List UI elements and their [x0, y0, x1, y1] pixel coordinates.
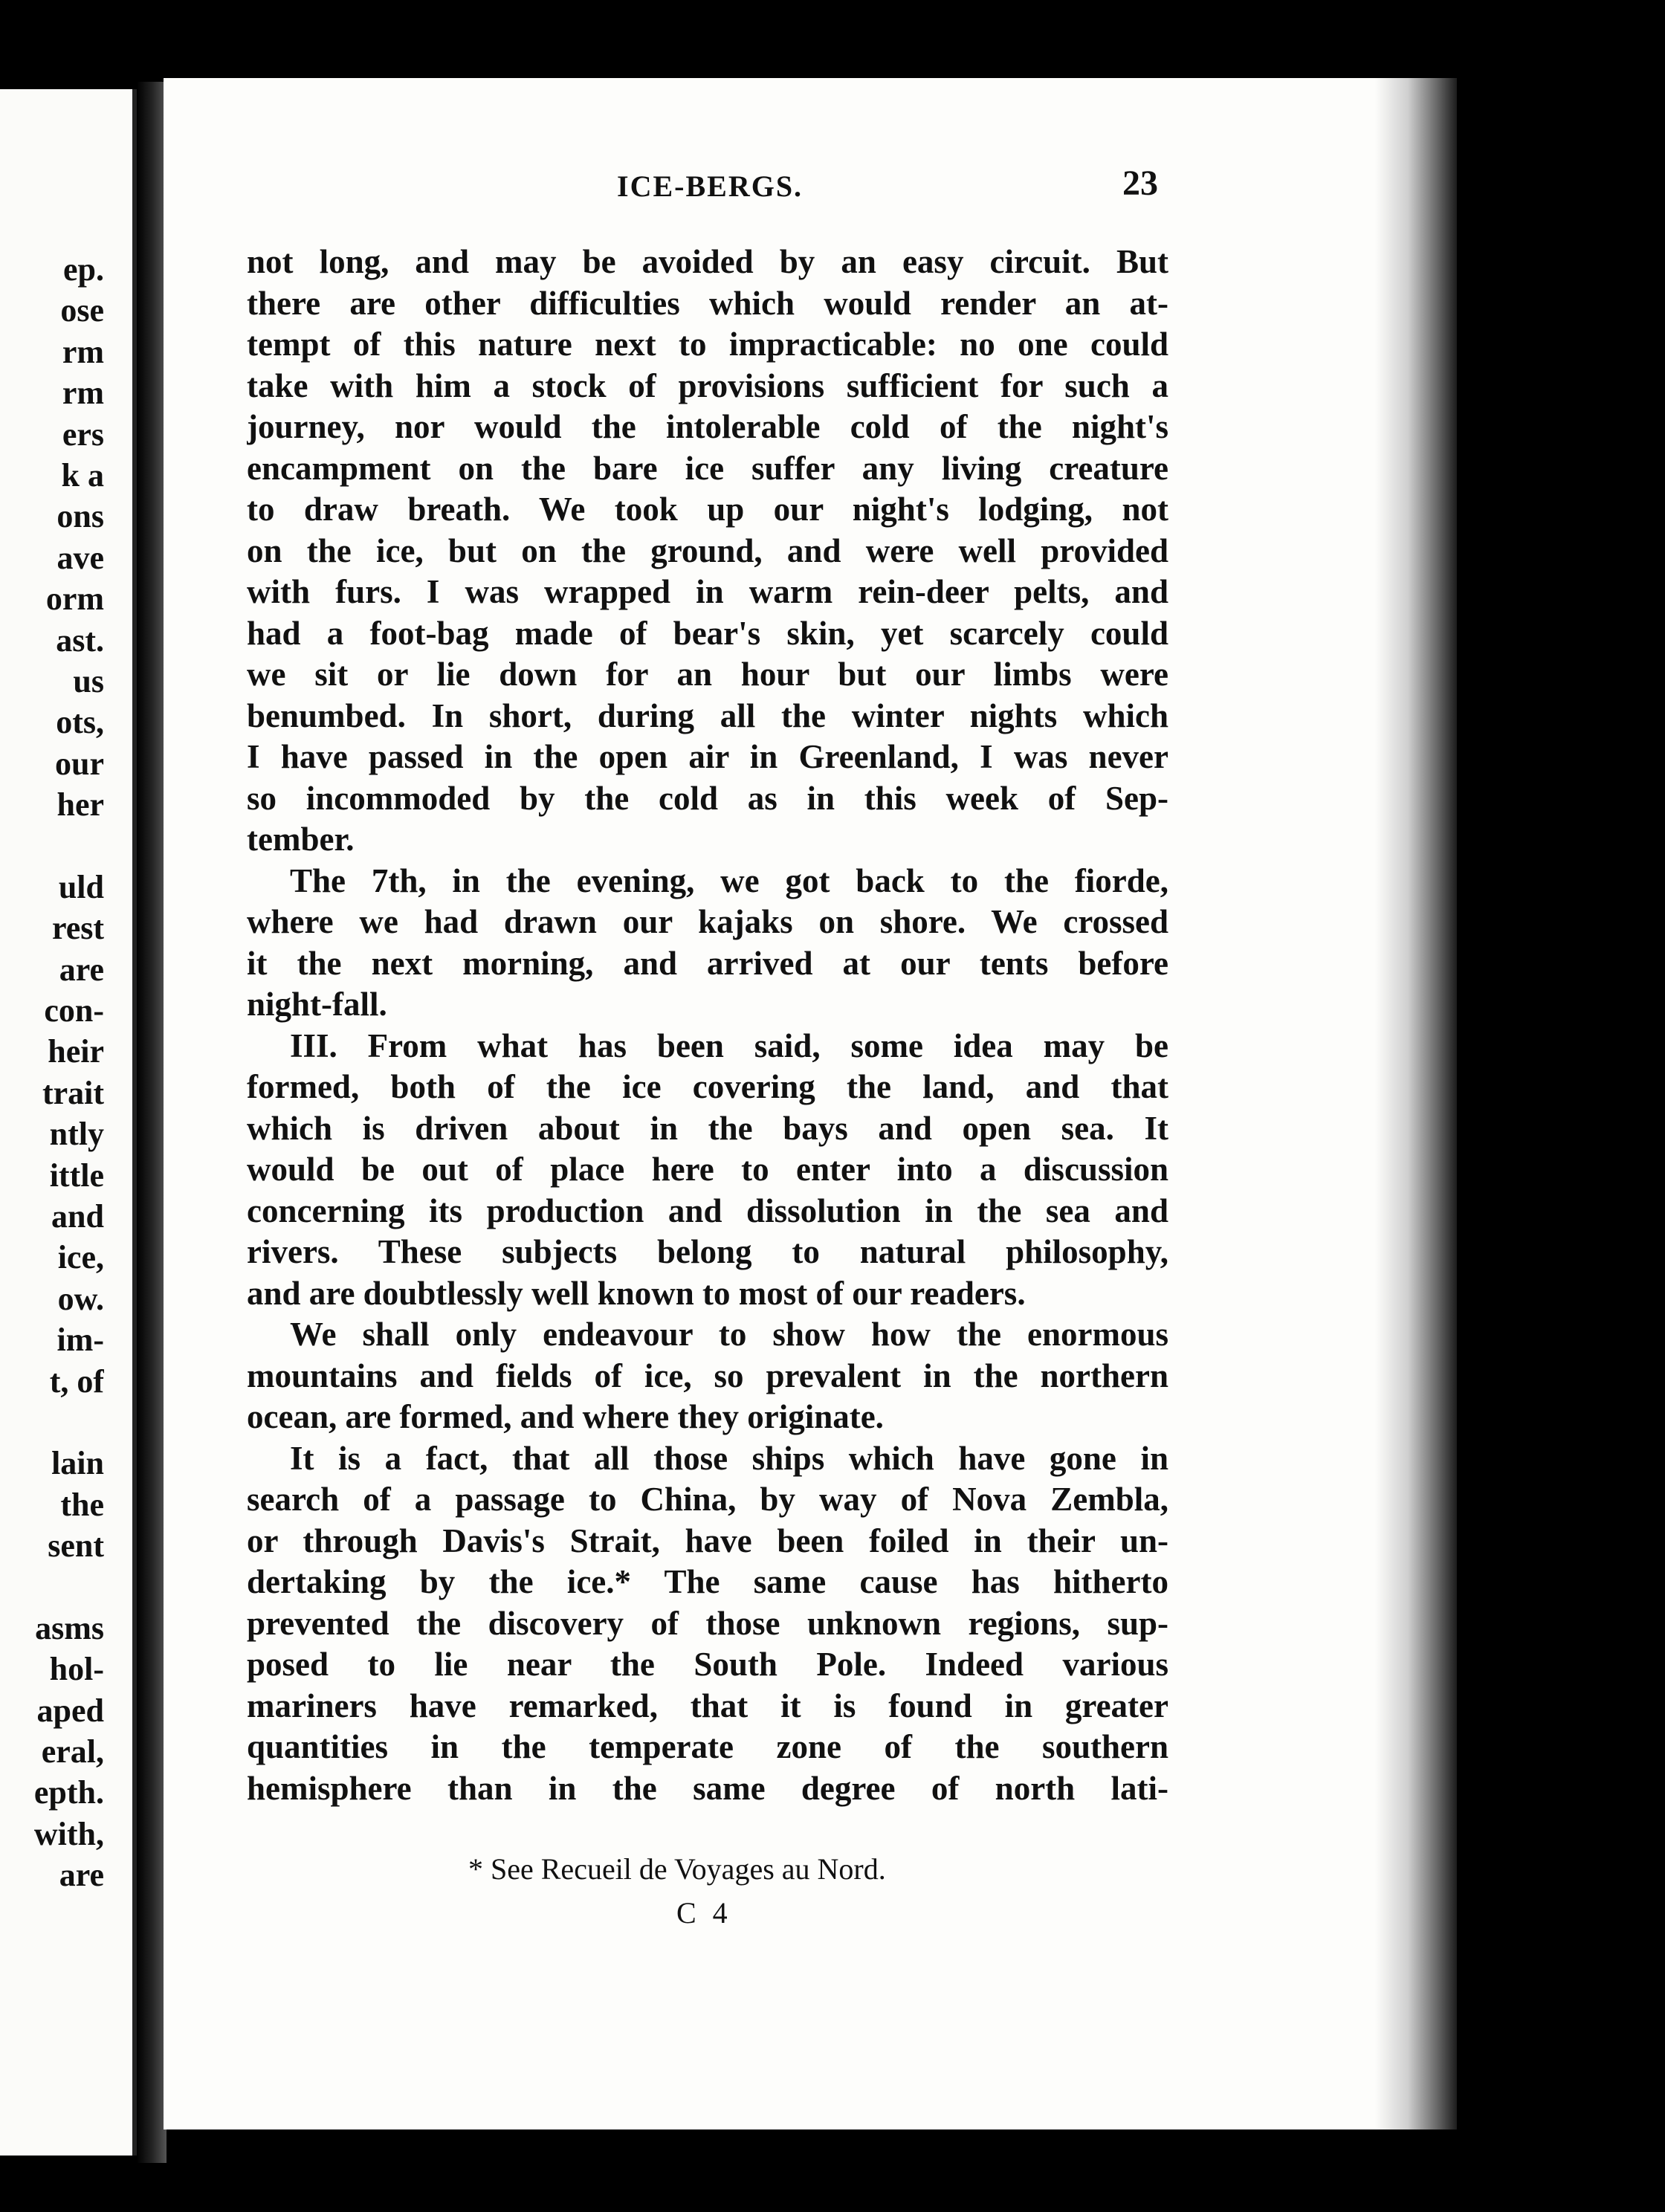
left-page-line: k a [61, 456, 104, 494]
signature-mark: C 4 [676, 1896, 732, 1930]
text-line: quantities in the temperate zone of the southern [247, 1728, 1168, 1765]
book-page [164, 78, 1420, 2129]
text-line: night-fall. [247, 986, 387, 1023]
text-line: which is driven about in the bays and open sea. It [247, 1109, 1168, 1147]
left-page-line: con- [44, 992, 104, 1029]
text-line: mariners have remarked, that it is found in greater [247, 1687, 1168, 1724]
text-line: where we had drawn our kajaks on shore. We crossed [247, 903, 1168, 940]
text-line: not long, and may be avoided by an easy circuit. But [247, 243, 1168, 280]
left-page-line: ow. [57, 1280, 104, 1317]
left-page-line [0, 1567, 104, 1608]
text-line: so incommoded by the cold as in this week of Sep- [247, 779, 1168, 817]
left-page-line: sent [48, 1527, 104, 1565]
left-page-line: with, [33, 1815, 104, 1852]
book-gutter [137, 82, 166, 2163]
left-page-line: ittle [49, 1157, 104, 1194]
text-line: encampment on the bare ice suffer any living creature [247, 449, 1168, 487]
text-line: search of a passage to China, by way of Nova Zembla, [247, 1481, 1168, 1518]
left-page-line: hol- [49, 1651, 104, 1688]
page-number: 23 [1122, 164, 1158, 203]
left-page-line [0, 1402, 104, 1443]
text-line: benumbed. In short, during all the winter nights which [247, 696, 1168, 734]
text-line: I have passed in the open air in Greenland, I was never [247, 738, 1168, 775]
left-page-line: trait [42, 1074, 104, 1111]
text-line: It is a fact, that all those ships which have gone in [290, 1439, 1168, 1477]
left-page-line: rm [62, 333, 104, 370]
left-page-line: ice, [57, 1239, 104, 1276]
text-line: with furs. I was wrapped in warm rein-deer pelts, and [247, 573, 1168, 610]
text-line: tember. [247, 821, 355, 858]
text-line: take with him a stock of provisions sufficient for such a [247, 366, 1168, 404]
text-line: mountains and fields of ice, so prevalent in the northern [247, 1356, 1168, 1394]
left-facing-page [0, 89, 137, 2156]
left-page-line: are [59, 1857, 104, 1894]
text-line: had a foot-bag made of bear's skin, yet scarcely could [247, 614, 1168, 652]
left-page-line: us [73, 662, 104, 699]
text-line: tempt of this nature next to impracticable: no one could [247, 326, 1168, 363]
left-page-line: asms [35, 1609, 104, 1646]
left-page-line: our [55, 745, 104, 782]
body-text [247, 242, 1168, 1809]
text-line: we sit or lie down for an hour but our limbs were [247, 656, 1168, 693]
page-edge-shadow [1375, 78, 1457, 2129]
left-page-line: ots, [56, 704, 104, 741]
left-page-line: t, of [49, 1362, 104, 1400]
left-page-fragments [0, 249, 104, 1896]
left-page-line: ep. [63, 251, 104, 288]
text-line: prevented the discovery of those unknown regions, sup- [247, 1604, 1168, 1642]
left-page-line: aped [36, 1692, 104, 1729]
page-header [164, 164, 1420, 213]
left-page-line: heir [48, 1033, 104, 1070]
left-page-line: uld [58, 868, 104, 905]
text-line: to draw breath. We took up our night's lodging, not [247, 491, 1168, 528]
text-line: posed to lie near the South Pole. Indeed various [247, 1646, 1168, 1683]
left-page-line: and [51, 1197, 104, 1235]
left-page-line: im- [56, 1322, 104, 1359]
left-page-line: lain [51, 1445, 104, 1482]
text-line: We shall only endeavour to show how the enormous [290, 1316, 1168, 1353]
running-head: ICE-BERGS. [617, 169, 804, 203]
text-line: dertaking by the ice.* The same cause has hitherto [247, 1563, 1168, 1600]
text-line: or through Davis's Strait, have been foiled in their un- [247, 1521, 1168, 1559]
text-line: it the next morning, and arrived at our tents before [247, 944, 1168, 982]
left-page-line: the [60, 1486, 104, 1523]
text-line: and are doubtlessly well known to most of our readers. [247, 1274, 1026, 1312]
left-page-line: are [59, 951, 104, 988]
left-page-line: ast. [56, 621, 104, 659]
text-line: III. From what has been said, some idea may be [290, 1026, 1168, 1064]
left-page-line: ons [56, 498, 104, 535]
left-page-line: ntly [49, 1116, 104, 1153]
footnote: * See Recueil de Voyages au Nord. [468, 1852, 886, 1886]
left-page-line: ave [56, 539, 104, 576]
left-page-line: her [56, 786, 104, 824]
text-line: would be out of place here to enter into a discussion [247, 1151, 1168, 1188]
text-line: formed, both of the ice covering the land, and that [247, 1068, 1168, 1105]
left-page-line: rest [51, 910, 104, 947]
left-page-line [0, 825, 104, 866]
text-line: there are other difficulties which would render an at- [247, 284, 1168, 322]
text-line: concerning its production and dissolution in the sea and [247, 1191, 1168, 1229]
text-line: hemisphere than in the same degree of north lati- [247, 1769, 1168, 1807]
text-line: journey, nor would the intolerable cold of the night's [247, 408, 1168, 445]
text-line: rivers. These subjects belong to natural philosophy, [247, 1233, 1168, 1270]
left-page-line: eral, [41, 1733, 104, 1770]
text-line: ocean, are formed, and where they originate. [247, 1398, 884, 1435]
left-page-line: ers [62, 415, 104, 453]
text-line: The 7th, in the evening, we got back to the fiorde, [290, 861, 1168, 899]
text-line: on the ice, but on the ground, and were well provided [247, 531, 1168, 569]
left-page-line: ose [60, 292, 104, 329]
left-page-line: rm [62, 375, 104, 412]
left-page-line: epth. [33, 1774, 104, 1811]
left-page-line: orm [45, 581, 104, 618]
